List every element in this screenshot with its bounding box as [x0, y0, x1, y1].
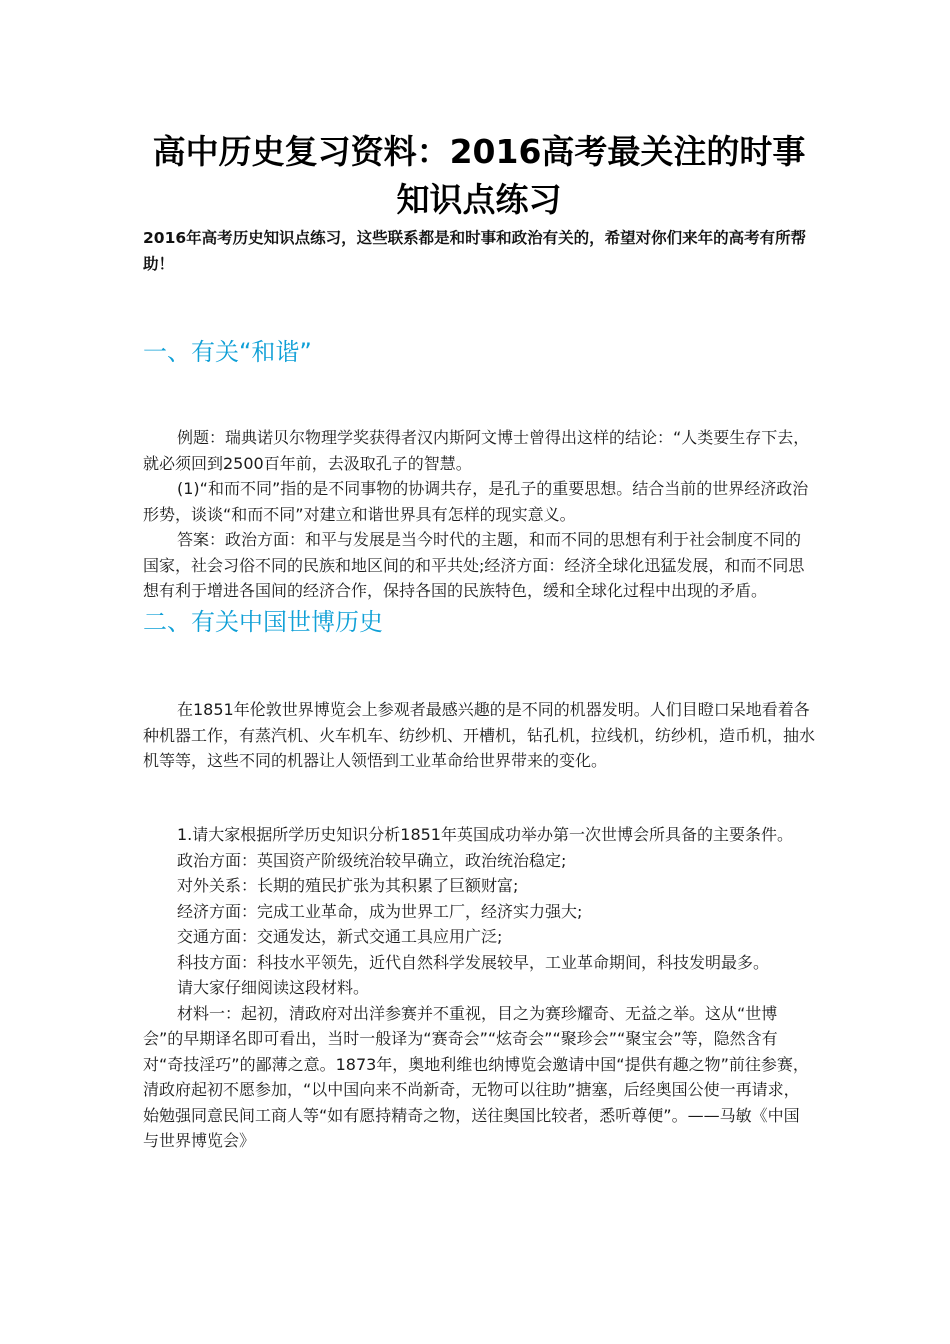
document-title: 高中历史复习资料：2016高考最关注的时事知识点练习: [152, 132, 806, 219]
paragraph: 材料一：起初，清政府对出洋参赛并不重视，目之为赛珍耀奇、无益之举。这从“世博会”的早期译名即可看出，当时一般译为“赛奇会”“炫奇会”“聚珍会”“聚宝会”等，隐然含有对“奇技淫巧”的鄙薄之意。1873年，奥地利维也纳博览会邀请中国“提供有趣之物”前往参赛，清政府起初不愿参加，“以中国向来不尚新奇，无物可以往助”搪塞，后经奥国公使一再请求，始勉强同意民间工商人等“如有愿持精奇之物，送往奥国比较者，悉听尊便”。——马敏《中国与世界博览会》: [143, 1003, 809, 1150]
section-body-expo: [143, 822, 815, 1154]
paragraph: 对外关系：长期的殖民扩张为其积累了巨额财富;: [177, 876, 519, 895]
paragraph: 1.请大家根据所学历史知识分析1851年英国成功举办第一次世博会所具备的主要条件。: [177, 825, 793, 844]
paragraph: 科技方面：科技水平领先，近代自然科学发展较早，工业革命期间，科技发明最多。: [177, 952, 770, 972]
section-heading-harmony: 一、有关“和谐”: [143, 338, 312, 366]
paragraph: 政治方面：英国资产阶级统治较早确立，政治统治稳定;: [177, 850, 567, 870]
document-intro: 2016年高考历史知识点练习，这些联系都是和时事和政治有关的，希望对你们来年的高考有所帮助！: [143, 229, 807, 273]
section-body-harmony: [143, 425, 815, 604]
paragraph: 交通方面：交通发达，新式交通工具应用广泛;: [177, 927, 503, 946]
paragraph: 请大家仔细阅读这段材料。: [177, 978, 370, 997]
paragraph: (1)“和而不同”指的是不同事物的协调共存，是孔子的重要思想。结合当前的世界经济政治形势，谈谈“和而不同”对建立和谐世界具有怎样的现实意义。: [143, 479, 809, 524]
section-heading-expo-history: 二、有关中国世博历史: [143, 608, 383, 636]
paragraph: 答案：政治方面：和平与发展是当今时代的主题，和而不同的思想有利于社会制度不同的国家，社会习俗不同的民族和地区间的和平共处;经济方面：经济全球化迅猛发展，和而不同思想有利于增进各国间的经济合作，保持各国的民族特色，缓和全球化过程中出现的矛盾。: [143, 530, 805, 600]
paragraph: 例题：瑞典诺贝尔物理学奖获得者汉内斯阿文博士曾得出这样的结论：“人类要生存下去，就必须回到2500百年前，去汲取孔子的智慧。: [143, 428, 810, 473]
section-intro-expo: [143, 697, 815, 774]
paragraph: 在1851年伦敦世界博览会上参观者最感兴趣的是不同的机器发明。人们目瞪口呆地看着各种机器工作，有蒸汽机、火车机车、纺纱机、开槽机，钻孔机，拉线机，纺纱机，造币机，抽水机等等，这些不同的机器让人领悟到工业革命给世界带来的变化。: [143, 700, 816, 770]
paragraph: 经济方面：完成工业革命，成为世界工厂，经济实力强大;: [177, 901, 583, 921]
